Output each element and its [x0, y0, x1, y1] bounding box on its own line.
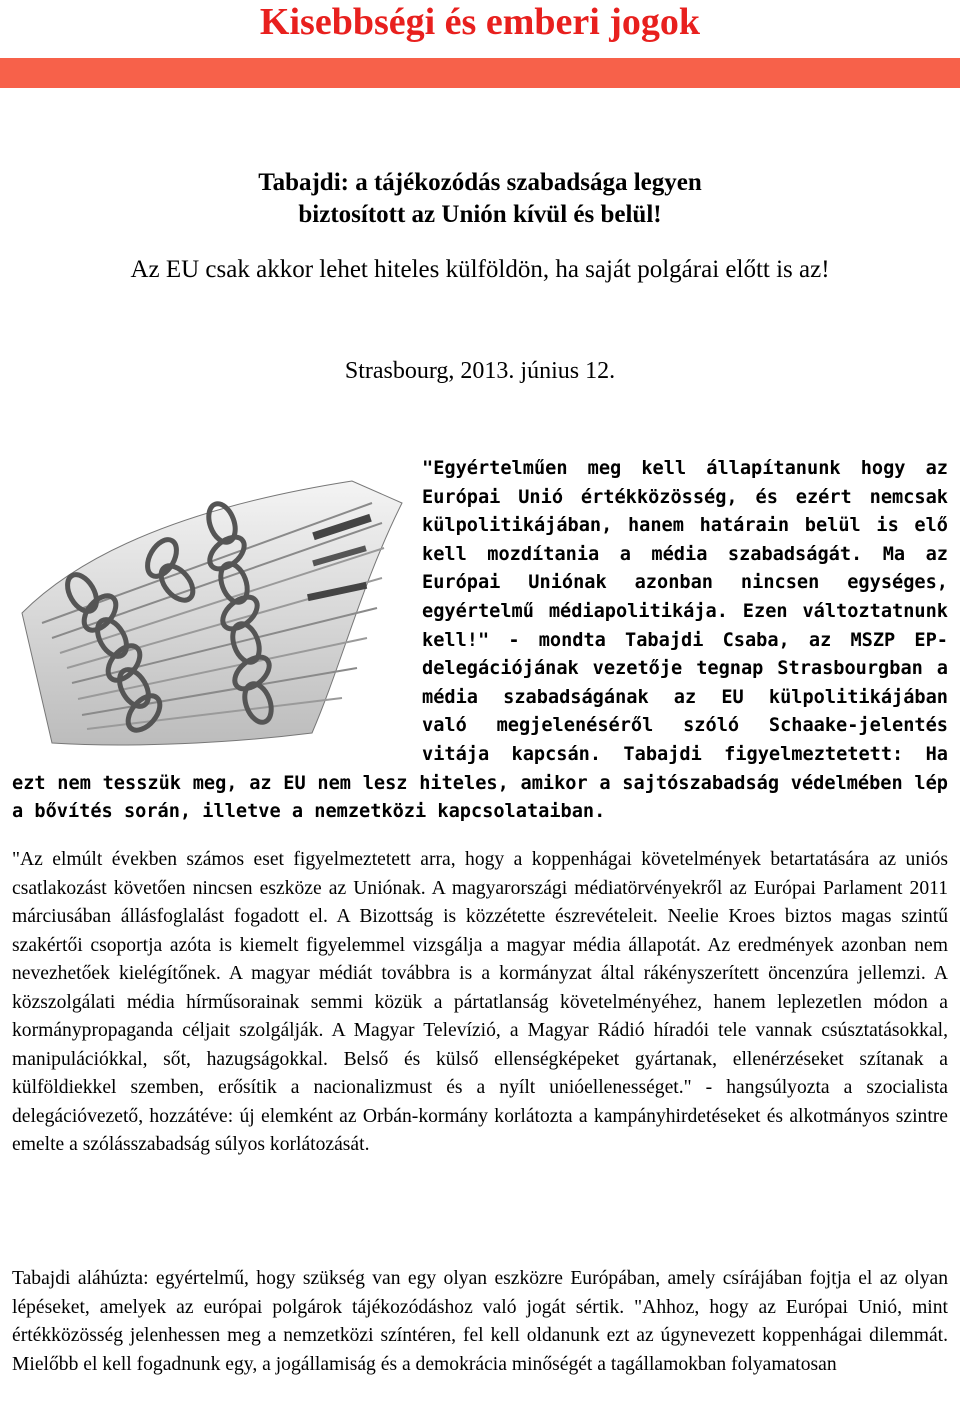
header-band: [0, 58, 960, 88]
chained-newspapers-image: [12, 463, 410, 749]
headline-line-1: Tabajdi: a tájékozódás szabadsága legyen: [258, 169, 702, 196]
lead-text: "Egyértelműen meg kell állapítanunk hogy az Európai Unió értékközösség, és ezért nemcsak külpolitikájában, hanem határain belül is elő kell mozdítania a média szabadságát. Ma az Európai Uniónak azonban nincsen egységes, egyértelmű médiapolitikája. Ezen változtatnunk kell!" - mondta Tabajdi Csaba, az MSZP EP-delegációjának vezetője tegnap Strasbourgban a média szabadságának az EU külpolitikájában való megjelenéséről szóló Schaake-jelentés vitája kapcsán. Tabajdi figyelmeztetett: Ha ezt nem tesszük meg, az EU nem lesz hiteles, amikor a sajtószabadság védelmében lép a bővítés során, illetve a nemzetközi kapcsolataiban.: [12, 458, 948, 823]
subheadline: Az EU csak akkor lehet hiteles külföldön, ha saját polgárai előtt is az!: [130, 256, 830, 283]
body-paragraph-2: Tabajdi aláhúzta: egyértelmű, hogy szükség van egy olyan eszközre Európában, amely csírájában fojtja el az olyan lépéseket, amelyek az európai polgárok tájékozódáshoz való jogát sértik. "Ahhoz, hogy az Európai Unió, mint értékközösség jelenhessen meg a nemzetközi színtéren, fel kell oldanunk ezt az úgynevezett koppenhágai dilemmát. Mielőbb el kell fogadnunk egy, a jogállamiság és a demokrácia minőségét a tagállamokban folyamatosan: [12, 1268, 948, 1375]
headline-line-2: biztosított az Unión kívül és belül!: [298, 201, 662, 228]
lead-paragraph: [12, 455, 948, 827]
page-title: Kisebbségi és emberi jogok: [259, 1, 701, 43]
dateline: Strasbourg, 2013. június 12.: [344, 358, 616, 384]
body-paragraph-1: "Az elmúlt években számos eset figyelmeztetett arra, hogy a koppenhágai követelmények betartatására az uniós csatlakozást követően nincsen eszköze az Uniónak. A magyarországi médiatörvényekről az Európai Parlament 2011 márciusában állásfoglalást fogadott el. A Bizottság is közzétette észrevételeit. Neelie Kroes biztos magas szintű szakértői csoportja azóta is kiemelt figyelemmel vizsgálja a magyar média állapotát. Az eredmények azonban nem nevezhetőek kielégítőnek. A magyar médiát továbbra is a kormányzat által rákényszerített öncenzúra jellemzi. A közszolgálati média hírműsorainak semmi közük a pártatlanság követelményéhez, hanem leplezetlen módon a kormánypropaganda céljait szolgálják. A Magyar Televízió, a Magyar Rádió híradói tele vannak csúsztatásokkal, manipulációkkal, sőt, hazugságokkal. Belső és külső ellenségképeket gyártanak, ellenérzéseket szítanak a külföldiekkel szemben, erősítik a nacionalizmust és a nyílt unióellenességet." - hangsúlyozta a szocialista delegációvezető, hozzátéve: új elemként az Orbán-kormány korlátozta a kampányhirdetéseket és alkotmányos szintre emelte a szólásszabadság súlyos korlátozását.: [12, 849, 948, 1155]
